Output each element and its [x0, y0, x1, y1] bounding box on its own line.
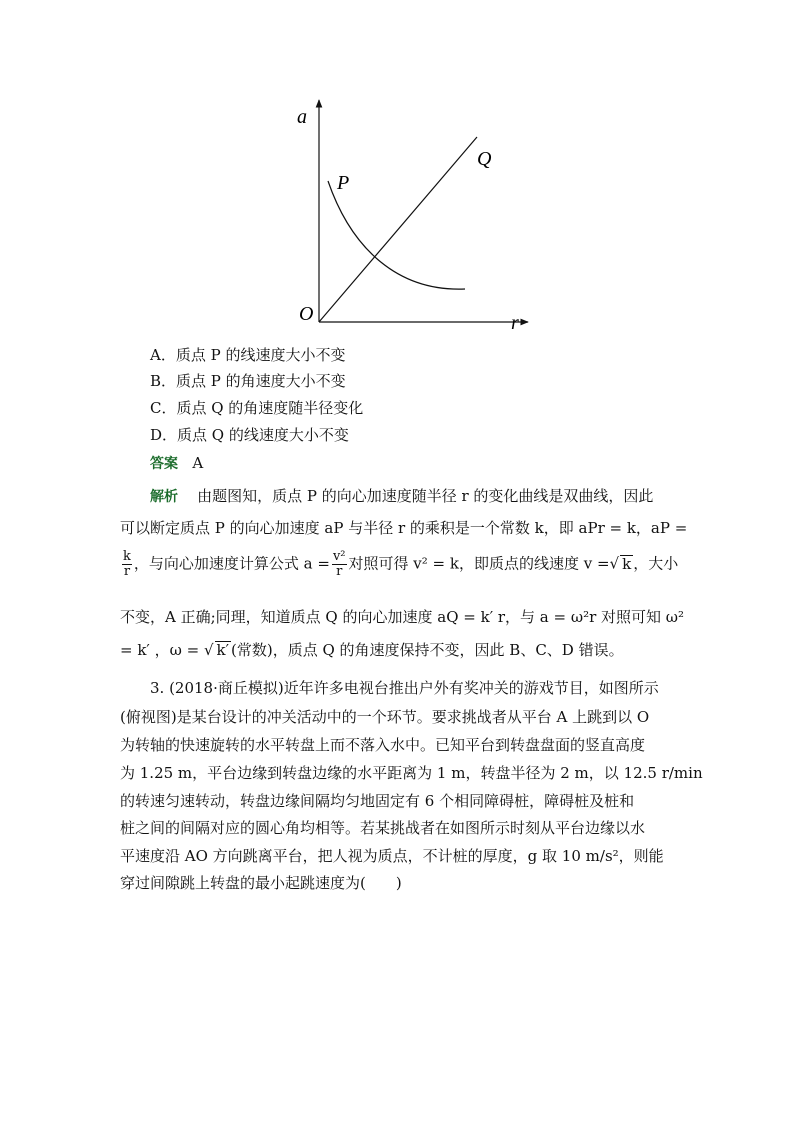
problem-line-6: 桩之间的间隔对应的圆心角均相等。若某挑战者在如图所示时刻从平台边缘以水: [120, 819, 646, 837]
answer-value: A: [192, 454, 204, 472]
a-r-graph: [0, 0, 794, 340]
option-d: D．质点 Q 的线速度大小不变: [150, 426, 349, 444]
frac1-den: r: [123, 564, 131, 579]
problem-line-4: 为 1.25 m，平台边缘到转盘边缘的水平距离为 1 m，转盘半径为 2 m，以 12.5 r/min: [120, 764, 703, 782]
analysis-line-5: = k′ ，ω = √ k′ (常数)，质点 Q 的角速度保持不变，因此 B、C、D 错误。: [120, 641, 624, 659]
origin-label: O: [299, 303, 314, 325]
analysis-text-1: 由题图知，质点 P 的向心加速度随半径 r 的变化曲线是双曲线，因此: [197, 487, 654, 505]
frac2-num: v²: [332, 549, 346, 564]
analysis-line-3: $\frac{k}{r}$ ，与向心加速度计算公式 a = $\frac{\text{v²}}{r}$ 对照可得 v² = k，即质点的线速度 v =√ k ，大小: [123, 549, 679, 579]
analysis-label: 解析: [150, 489, 178, 505]
problem-line-2: (俯视图)是某台设计的冲关活动中的一个环节。要求挑战者从平台 A 上跳到以 O: [120, 708, 650, 726]
line-q: [319, 137, 477, 322]
analysis-text-5a: = k′ ，ω =: [120, 641, 200, 659]
answer-label: 答案: [150, 456, 178, 472]
analysis-text-3c: ，大小: [633, 554, 679, 573]
sqrt-k-prime: k′: [216, 641, 229, 659]
sqrt-k: k: [622, 554, 632, 573]
problem-line-3: 为转轴的快速旋转的水平转盘上而不落入水中。已知平台到转盘盘面的竖直高度: [120, 736, 646, 754]
fraction-v2-over-r: [332, 550, 347, 579]
line-q-label: Q: [477, 148, 492, 170]
problem-line-5: 的转速匀速转动，转盘边缘间隔均匀地固定有 6 个相同障碍桩，障碍桩及桩和: [120, 792, 635, 810]
problem-line-1: 3. (2018·商丘模拟)近年许多电视台推出户外有奖冲关的游戏节目，如图所示: [150, 679, 659, 697]
option-c: C．质点 Q 的角速度随半径变化: [150, 399, 364, 417]
curve-p-label: P: [337, 172, 350, 194]
frac2-den: r: [336, 564, 343, 579]
y-axis-label: a: [297, 106, 307, 128]
fraction-k-over-r: [122, 550, 132, 579]
frac1-num: k: [123, 549, 131, 564]
analysis-text-3b: 对照可得 v² = k，即质点的线速度 v =: [348, 554, 610, 573]
curve-p: [328, 181, 465, 289]
analysis-line-1: [150, 486, 653, 507]
analysis-line-4: 不变，A 正确;同理，知道质点 Q 的向心加速度 aQ = k′ r，与 a = ω²r 对照可知 ω²: [120, 608, 685, 626]
analysis-text-3a: ，与向心加速度计算公式 a =: [133, 554, 330, 573]
answer-line: [150, 453, 203, 474]
x-axis-label: r: [511, 312, 519, 334]
analysis-line-2: 可以断定质点 P 的向心加速度 aP 与半径 r 的乘积是一个常数 k，即 aPr = k，aP =: [120, 519, 688, 537]
problem-line-8: 穿过间隙跳上转盘的最小起跳速度为( ): [120, 874, 402, 892]
option-a: A．质点 P 的线速度大小不变: [150, 346, 346, 364]
option-b: B．质点 P 的角速度大小不变: [150, 372, 346, 390]
analysis-text-5b: (常数)，质点 Q 的角速度保持不变，因此 B、C、D 错误。: [231, 641, 624, 659]
problem-line-7: 平速度沿 AO 方向跳离平台，把人视为质点，不计桩的厚度，g 取 10 m/s²，则能: [120, 847, 664, 865]
